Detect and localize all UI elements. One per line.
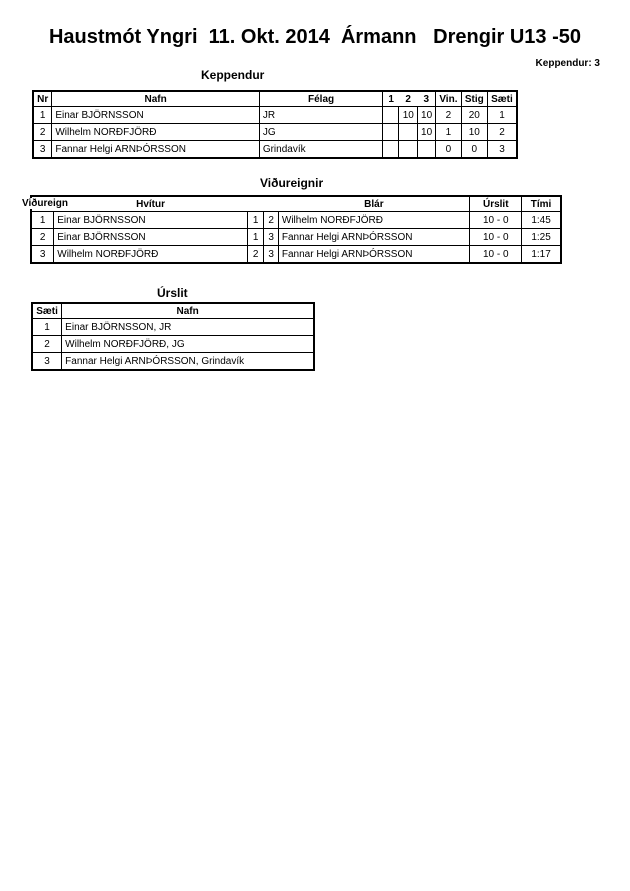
competitor-club: JR (259, 107, 382, 124)
col-blue: Blár (278, 196, 470, 212)
col-place: Sæti (487, 91, 517, 107)
competitor-nr: 3 (33, 141, 52, 159)
table-row (32, 353, 314, 371)
results-header-row (32, 303, 314, 319)
col-points: Stig (461, 91, 487, 107)
result-name: Einar BJÖRNSSON, JR (62, 319, 314, 336)
result-place: 1 (32, 319, 62, 336)
participant-count: Keppendur: 3 (535, 58, 600, 69)
competitor-nr: 1 (33, 107, 52, 124)
match-nr: 2 (31, 229, 54, 246)
competitor-place: 1 (487, 107, 517, 124)
col-time: Tími (522, 196, 561, 212)
competitor-name: Einar BJÖRNSSON (52, 107, 259, 124)
round-2-score (399, 124, 417, 141)
table-row (31, 246, 561, 264)
col-name: Nafn (52, 91, 259, 107)
white-name: Wilhelm NORÐFJÖRÐ (54, 246, 248, 264)
blue-name: Fannar Helgi ARNÞÓRSSON (278, 246, 470, 264)
matches-header-row (31, 196, 561, 212)
round-2-score (399, 141, 417, 159)
competitor-points: 20 (461, 107, 487, 124)
table-row (32, 336, 314, 353)
competitor-place: 2 (487, 124, 517, 141)
competitor-wins: 0 (436, 141, 461, 159)
col-name: Nafn (62, 303, 314, 319)
col-club: Félag (259, 91, 382, 107)
col-white: Hvítur (54, 196, 248, 212)
col-round-1: 1 (383, 91, 399, 107)
matches-heading: Viðureignir (260, 176, 324, 190)
blue-nr: 3 (264, 246, 278, 264)
round-3-score: 10 (417, 124, 435, 141)
white-nr: 1 (247, 229, 264, 246)
competitor-nr: 2 (33, 124, 52, 141)
competitor-name: Fannar Helgi ARNÞÓRSSON (52, 141, 259, 159)
competitor-club: JG (259, 124, 382, 141)
table-row (32, 319, 314, 336)
blue-nr: 3 (264, 229, 278, 246)
match-nr: 3 (31, 246, 54, 264)
round-2-score: 10 (399, 107, 417, 124)
result-name: Wilhelm NORÐFJÖRÐ, JG (62, 336, 314, 353)
table-row (33, 124, 517, 141)
result-name: Fannar Helgi ARNÞÓRSSON, Grindavík (62, 353, 314, 371)
match-nr: 1 (31, 212, 54, 229)
competitors-table (32, 90, 518, 159)
table-row (31, 212, 561, 229)
col-wins: Vin. (436, 91, 461, 107)
round-1-score (383, 124, 399, 141)
round-3-score (417, 141, 435, 159)
competitor-club: Grindavík (259, 141, 382, 159)
round-1-score (383, 141, 399, 159)
competitor-place: 3 (487, 141, 517, 159)
competitor-points: 10 (461, 124, 487, 141)
matches-table (30, 195, 562, 264)
competitor-wins: 1 (436, 124, 461, 141)
table-row (31, 229, 561, 246)
white-name: Einar BJÖRNSSON (54, 229, 248, 246)
white-name: Einar BJÖRNSSON (54, 212, 248, 229)
round-3-score: 10 (417, 107, 435, 124)
competitors-header-row (33, 91, 517, 107)
competitor-wins: 2 (436, 107, 461, 124)
match-time: 1:45 (522, 212, 561, 229)
blue-name: Wilhelm NORÐFJÖRÐ (278, 212, 470, 229)
competitor-points: 0 (461, 141, 487, 159)
white-nr: 2 (247, 246, 264, 264)
col-place: Sæti (32, 303, 62, 319)
result-place: 2 (32, 336, 62, 353)
col-nr: Nr (33, 91, 52, 107)
blue-name: Fannar Helgi ARNÞÓRSSON (278, 229, 470, 246)
white-nr: 1 (247, 212, 264, 229)
col-round-3: 3 (417, 91, 435, 107)
match-result: 10 - 0 (470, 229, 522, 246)
blue-nr: 2 (264, 212, 278, 229)
match-time: 1:25 (522, 229, 561, 246)
results-table (31, 302, 315, 371)
match-result: 10 - 0 (470, 212, 522, 229)
page-title: Haustmót Yngri 11. Okt. 2014 Ármann Drengir U13 -50 (48, 26, 582, 48)
col-round-2: 2 (399, 91, 417, 107)
competitor-name: Wilhelm NORÐFJÖRÐ (52, 124, 259, 141)
table-row (33, 141, 517, 159)
match-result: 10 - 0 (470, 246, 522, 264)
col-match: Viðureign (22, 198, 68, 209)
col-result: Úrslit (470, 196, 522, 212)
competitors-heading: Keppendur (201, 68, 265, 82)
match-time: 1:17 (522, 246, 561, 264)
result-place: 3 (32, 353, 62, 371)
results-heading: Úrslit (157, 286, 188, 300)
table-row (33, 107, 517, 124)
round-1-score (383, 107, 399, 124)
